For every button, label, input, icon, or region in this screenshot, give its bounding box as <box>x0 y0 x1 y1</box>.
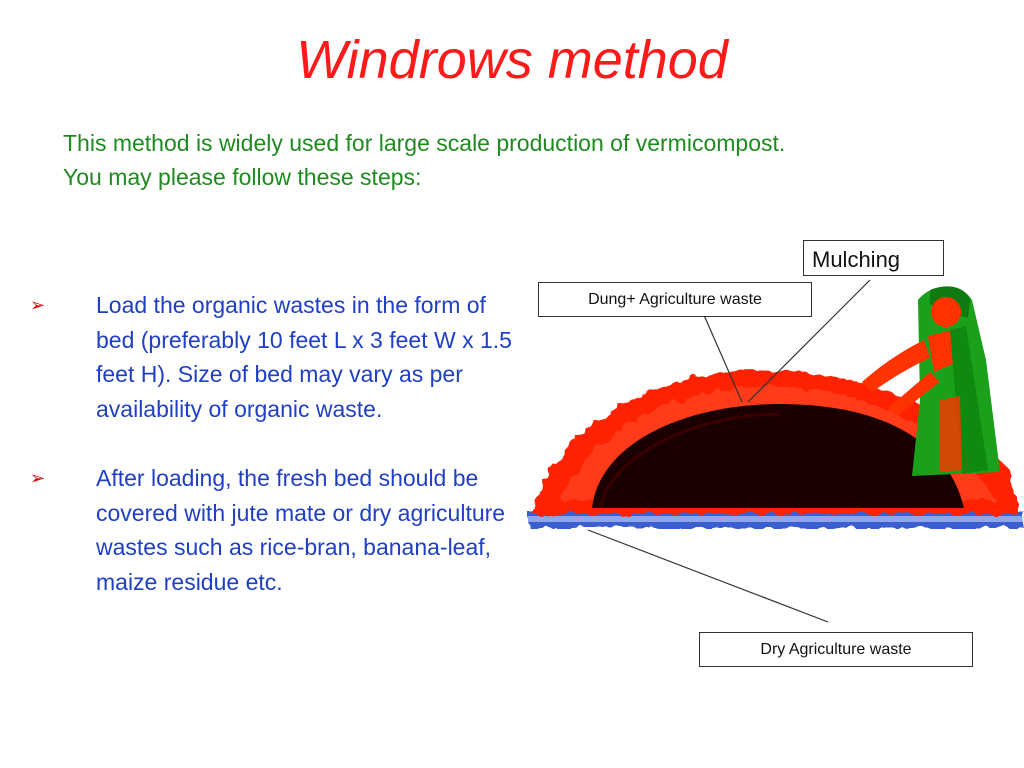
arrow-bullet-icon: ➢ <box>30 295 46 315</box>
dry-agriculture-waste-label: Dry Agriculture waste <box>699 632 973 667</box>
step-text-1: Load the organic wastes in the form of bed (preferably 10 feet L x 3 feet W x 1.5 feet H). Size of bed may vary as per availability of organic waste. <box>96 292 512 422</box>
mulching-label: Mulching <box>803 240 944 276</box>
dung-agriculture-waste-label: Dung+ Agriculture waste <box>538 282 812 317</box>
intro-line-2: You may please follow these steps: <box>63 164 422 190</box>
intro-line-1: This method is widely used for large scale production of vermicompost. <box>63 130 786 156</box>
arrow-bullet-icon: ➢ <box>30 468 46 488</box>
slide-title: Windrows method <box>296 30 728 90</box>
step-text-2: After loading, the fresh bed should be covered with jute mate or dry agriculture wastes such as rice-bran, banana-leaf, maize residue etc. <box>96 465 506 595</box>
ground-layer <box>528 512 1024 528</box>
